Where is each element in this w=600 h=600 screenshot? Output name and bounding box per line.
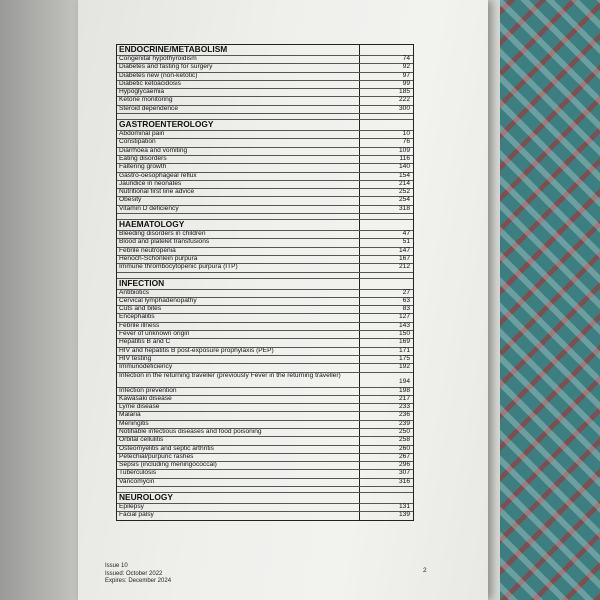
entry-page: 260 (398, 444, 410, 452)
index-entry (117, 56, 413, 64)
index-entry (117, 89, 413, 97)
entry-label: Meningitis (117, 421, 360, 428)
entry-label: Febrile illness (117, 323, 360, 330)
section-title: NEUROLOGY (117, 493, 360, 503)
entry-page: 167 (398, 254, 410, 262)
entry-label: Steroid dependence (117, 106, 360, 113)
issue-number: Issue 10 (105, 563, 128, 569)
entry-label: Tuberculosis (117, 470, 360, 477)
entry-page: 212 (398, 263, 410, 271)
index-entry (117, 206, 413, 214)
entry-label: Encephalitis (117, 314, 360, 321)
entry-page: 83 (402, 305, 410, 313)
index-entry (117, 264, 413, 272)
index-entry (117, 446, 413, 454)
entry-page: 143 (398, 321, 410, 329)
index-entry (117, 421, 413, 429)
entry-label: Kawasaki disease (117, 396, 360, 403)
entry-label: Congenital hypothyroidism (117, 56, 360, 63)
entry-page: 63 (402, 296, 410, 304)
index-entry (117, 512, 413, 519)
index-entry (117, 479, 413, 487)
entry-label: Facial palsy (117, 512, 360, 519)
entry-label: Cervical lymphadenopathy (117, 298, 360, 305)
section-heading (117, 45, 413, 56)
entry-page: 92 (402, 63, 410, 71)
expiry-date: Expires: December 2024 (105, 578, 172, 584)
issue-date: Issued: October 2022 (105, 570, 163, 577)
index-entry (117, 97, 413, 105)
entry-page: 214 (398, 179, 410, 187)
entry-label: Diarrhoea and vomiting (117, 148, 360, 155)
entry-page: 239 (398, 419, 410, 427)
entry-label: Lyme disease (117, 404, 360, 411)
index-entry (117, 239, 413, 247)
page-footer (105, 563, 171, 586)
entry-page: 116 (399, 154, 410, 162)
table-surface (0, 0, 90, 600)
index-entry (117, 331, 413, 339)
entry-page: 127 (398, 313, 410, 321)
entry-label: Osteomyelitis and septic arthritis (117, 446, 360, 453)
page-number: 2 (423, 567, 427, 574)
index-entry (117, 323, 413, 331)
entry-label: Vancomycin (117, 479, 360, 486)
entry-label: Diabetic ketoacidosis (117, 81, 360, 88)
entry-page: 316 (398, 477, 410, 485)
index-entry (117, 504, 413, 512)
entry-page: 99 (402, 79, 410, 87)
entry-page: 154 (398, 171, 410, 179)
index-entry (117, 231, 413, 239)
index-entry (117, 256, 413, 264)
entry-label: Vitamin D deficiency (117, 206, 360, 213)
section-heading (117, 220, 413, 231)
entry-label: Blood and platelet transfusions (117, 239, 360, 246)
entry-label: Infection in the returning traveller (previously Fever in the returning traveller) (117, 373, 360, 387)
index-entry (117, 248, 413, 256)
entry-label: Constipation (117, 139, 360, 146)
entry-label: Obesity (117, 197, 360, 204)
entry-page: 236 (398, 411, 410, 419)
entry-label: Orbital cellulitis (117, 437, 360, 444)
entry-label: Faltering growth (117, 164, 360, 171)
index-entry (117, 339, 413, 347)
index-entry (117, 437, 413, 445)
entry-page: 47 (402, 230, 410, 238)
entry-label: Immune thrombocytopenic purpura (ITP) (117, 264, 360, 271)
entry-page: 222 (398, 96, 410, 104)
index-entry (117, 470, 413, 478)
entry-page: 217 (398, 394, 410, 402)
entry-page: 97 (402, 71, 410, 79)
index-table (116, 44, 414, 521)
entry-page: 76 (402, 138, 410, 146)
section-heading (117, 279, 413, 290)
entry-label: Nutritional first line advice (117, 189, 360, 196)
index-entry (117, 429, 413, 437)
entry-page: 267 (398, 452, 410, 460)
entry-label: HIV and hepatitis B post-exposure prophylaxis (PEP) (117, 348, 360, 355)
section-heading (117, 493, 413, 504)
entry-page: 254 (398, 196, 410, 204)
entry-page: 318 (398, 204, 410, 212)
entry-page: 233 (398, 403, 410, 411)
section-title: ENDOCRINE/METABOLISM (117, 45, 360, 55)
index-entry (117, 139, 413, 147)
index-entry (117, 156, 413, 164)
entry-label: Fever of unknown origin (117, 331, 360, 338)
entry-page: 194 (398, 377, 410, 385)
entry-page: 175 (398, 354, 410, 362)
entry-label: Malaria (117, 412, 360, 419)
index-entry (117, 181, 413, 189)
entry-page: 27 (402, 288, 410, 296)
entry-label: Bleeding disorders in children (117, 231, 360, 238)
entry-label: Abdominal pain (117, 131, 360, 138)
index-entry (117, 348, 413, 356)
index-entry (117, 298, 413, 306)
index-entry (117, 364, 413, 372)
entry-page: 10 (402, 130, 410, 138)
index-entry (117, 197, 413, 205)
index-entry (117, 412, 413, 420)
index-entry (117, 314, 413, 322)
entry-label: Gastro-oesophageal reflux (117, 173, 360, 180)
entry-page: 185 (398, 88, 410, 96)
section-title: INFECTION (117, 279, 360, 289)
index-entry (117, 396, 413, 404)
entry-label: Jaundice in neonates (117, 181, 360, 188)
entry-label: Cuts and bites (117, 306, 360, 313)
index-entry (117, 462, 413, 470)
entry-page: 296 (398, 461, 410, 469)
section-title: GASTROENTEROLOGY (117, 120, 360, 130)
entry-label: Petechial/purpuric rashes (117, 454, 360, 461)
entry-label: Hypoglycaemia (117, 89, 360, 96)
entry-label: Sepsis (including meningococcal) (117, 462, 360, 469)
entry-page: 51 (402, 238, 410, 246)
entry-label: Hepatitis B and C (117, 339, 360, 346)
entry-page: 307 (398, 469, 410, 477)
entry-page: 300 (398, 104, 410, 112)
index-entry (117, 131, 413, 139)
entry-page: 250 (398, 427, 410, 435)
entry-page: 192 (398, 363, 410, 371)
entry-page: 139 (398, 511, 410, 519)
entry-page: 171 (398, 346, 410, 354)
index-entry (117, 388, 413, 396)
entry-page: 147 (398, 246, 410, 254)
entry-label: Diabetes new (non-ketotic) (117, 73, 360, 80)
entry-page: 252 (398, 188, 410, 196)
index-entry (117, 81, 413, 89)
entry-label: Diabetes and fasting for surgery (117, 64, 360, 71)
section-title: HAEMATOLOGY (117, 220, 360, 230)
index-entry (117, 106, 413, 114)
entry-label: Infection prevention (117, 388, 360, 395)
entry-page: 150 (398, 330, 410, 338)
index-entry (117, 73, 413, 81)
index-entry (117, 404, 413, 412)
index-entry (117, 189, 413, 197)
index-entry (117, 356, 413, 364)
entry-page: 198 (398, 386, 410, 394)
entry-label: HIV testing (117, 356, 360, 363)
index-entry (117, 373, 413, 388)
entry-page: 140 (398, 163, 410, 171)
entry-page: 169 (398, 338, 410, 346)
entry-page: 109 (398, 146, 410, 154)
entry-label: Eating disorders (117, 156, 360, 163)
entry-label: Notifiable infectious diseases and food poisoning (117, 429, 360, 436)
entry-label: Epilepsy (117, 504, 360, 511)
index-entry (117, 148, 413, 156)
entry-label: Immunodeficiency (117, 364, 360, 371)
section-heading (117, 120, 413, 131)
index-entry (117, 173, 413, 181)
entry-label: Ketone monitoring (117, 97, 360, 104)
index-entry (117, 454, 413, 462)
entry-page: 258 (398, 436, 410, 444)
entry-page: 74 (402, 55, 410, 62)
entry-page: 131 (398, 503, 410, 511)
entry-label: Antibiotics (117, 290, 360, 297)
index-entry (117, 290, 413, 298)
entry-label: Henoch-Schönlein purpura (117, 256, 360, 263)
index-entry (117, 306, 413, 314)
index-entry (117, 164, 413, 172)
book-pages-edge (488, 0, 500, 600)
entry-label: Febrile neutropenia (117, 248, 360, 255)
index-entry (117, 64, 413, 72)
